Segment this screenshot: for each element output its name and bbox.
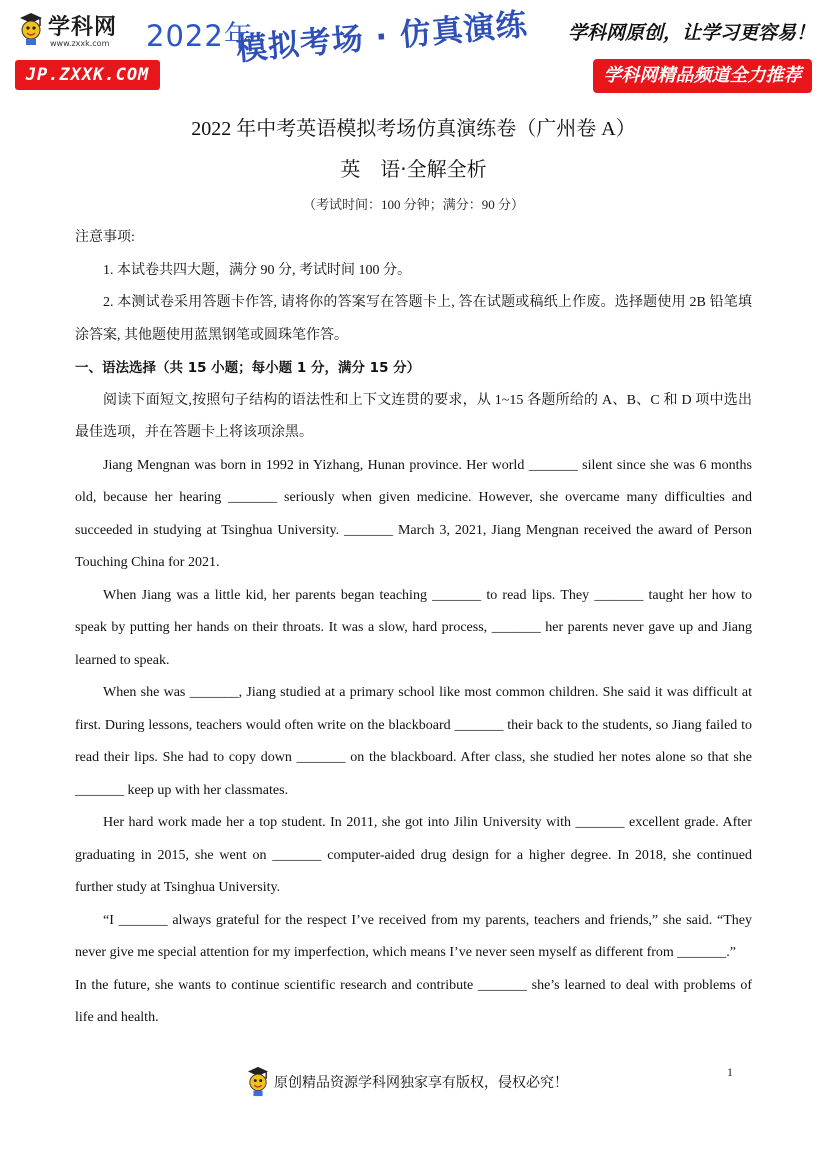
mascot-icon <box>18 12 44 46</box>
passage-paragraph: “I _______ always grateful for the respect I’ve received from my parents, teachers and friends,” she said. “They never give me special attention for my imperfection, which means I’ve never seen myself as different from _______.” <box>75 912 752 960</box>
passage-paragraph: Jiang Mengnan was born in 1992 in Yizhang, Hunan province. Her world _______ silent since she was 6 months old, because her hearing _______ seriously when given medicine. However, she overcame many difficulties and succeeded in studying at Tsinghua University. _______ March 3, 2021, Jiang Mengnan received the award of Person Touching China for 2021. <box>75 457 752 570</box>
passage-paragraph: Her hard work made her a top student. In 2011, she got into Jilin University with _______ excellent grade. After graduating in 2015, she went on _______ computer-aided drug design for a higher degree. In 2018, she continued further study at Tsinghua University. <box>75 815 752 895</box>
recommend-badge: 学科网精品频道全力推荐 <box>593 59 812 93</box>
site-badge[interactable]: JP.ZXXK.COM <box>15 60 160 90</box>
site-logo <box>18 12 128 56</box>
mascot-icon <box>246 1066 270 1097</box>
document-body <box>75 222 752 1035</box>
passage-paragraph: In the future, she wants to continue scientific research and contribute _______ she’s learned to deal with problems of life and health. <box>75 977 752 1025</box>
document-title: 2022 年中考英语模拟考场仿真演练卷（广州卷 A） <box>191 118 636 140</box>
banner-slogan: 学科网原创，让学习更容易！ <box>568 22 816 44</box>
exam-info: （考试时间：100 分钟；满分：90 分） <box>302 197 524 212</box>
notes-heading: 注意事项: <box>75 230 135 245</box>
logo-text: 学科网 <box>48 15 118 40</box>
section-heading: 一、语法选择（共 15 小题；每小题 1 分，满分 15 分） <box>75 360 421 376</box>
banner-year: 2022年 <box>146 19 254 53</box>
banner-title: 模拟考场 · 仿真演练 <box>234 6 530 68</box>
document-subtitle: 英 语·全解全析 <box>340 157 487 181</box>
passage-paragraph: When Jiang was a little kid, her parents began teaching _______ to read lips. They _______ taught her how to speak by putting her hands on their throats. It was a slow, hard process, _______ her parents never gave up and Jiang learned to speak. <box>75 587 752 668</box>
note-item: 2. 本测试卷采用答题卡作答, 请将你的答案写在答题卡上, 答在试题或稿纸上作废。选择题使用 2B 铅笔填涂答案, 其他题使用蓝黑钢笔或圆珠笔作答。 <box>75 295 752 343</box>
note-item: 1. 本试卷共四大题，满分 90 分, 考试时间 100 分。 <box>103 262 411 278</box>
section-instruction: 阅读下面短文,按照句子结构的语法性和上下文连贯的要求，从 1~15 各题所给的 A、B、C 和 D 项中选出最佳选项，并在答题卡上将该项涂黑。 <box>75 392 752 440</box>
copyright-notice: 原创精品资源学科网独家享有版权，侵权必究！ <box>274 1076 568 1091</box>
passage-paragraph: When she was _______, Jiang studied at a primary school like most common children. She said it was difficult at first. During lessons, teachers would often write on the blackboard _______ their back to the students, so Jiang failed to read their lips. She had to copy down _______ on the blackboard. After class, she studied her notes alone so that she _______ keep up with her classmates. <box>75 685 752 798</box>
logo-url: www.zxxk.com <box>50 39 110 48</box>
page-number: 1 <box>727 1065 733 1079</box>
